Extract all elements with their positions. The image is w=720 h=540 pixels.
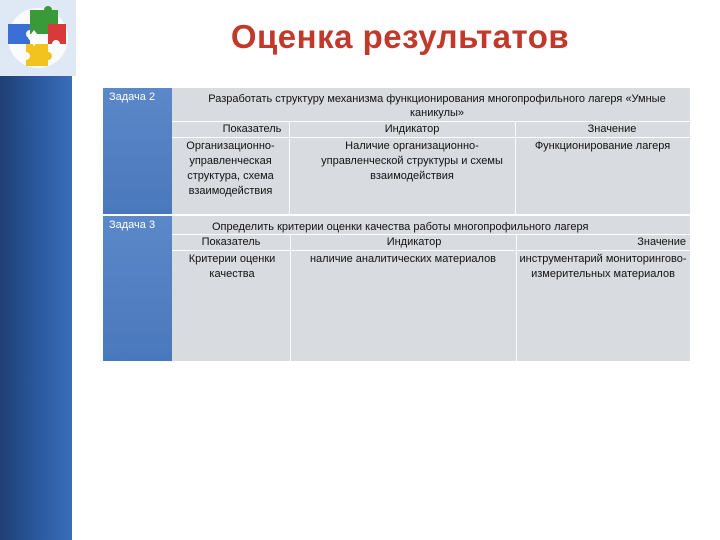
divider — [172, 250, 690, 251]
table-cell: Критерии оценки качества — [188, 253, 276, 280]
column-header: Показатель — [201, 236, 261, 248]
task-heading-3: Определить критерии оценки качества работы многопрофильного лагеря — [212, 221, 589, 233]
column-header: Значение — [637, 236, 686, 248]
table-cell: Наличие организационно-управленческой структуры и схемы взаимодействия — [321, 140, 503, 182]
column-header: Показатель — [222, 123, 282, 135]
page-title: Оценка результатов — [230, 18, 570, 55]
column-header: Индикатор — [386, 236, 442, 248]
table-cell: Функционирование лагеря — [534, 140, 671, 152]
left-sidebar-bar — [0, 0, 72, 540]
table-cell: Организационно-управленческая структура, схема взаимодействия — [186, 140, 275, 197]
task-heading-2: Разработать структуру механизма функционирования многопрофильного лагеря «Умные каникулы» — [208, 93, 666, 119]
task-label-3: Задача 3 — [103, 216, 172, 361]
table-cell: наличие аналитических материалов — [309, 253, 497, 265]
column-header: Индикатор — [384, 123, 440, 135]
task-label-2: Задача 2 — [103, 88, 172, 214]
divider — [172, 137, 690, 138]
task-panel-3 — [172, 216, 690, 361]
column-divider — [515, 121, 516, 214]
table-cell: инструментарий мониторингово-измерительных материалов — [519, 253, 687, 280]
puzzle-logo-icon — [0, 0, 76, 76]
task-panel-2 — [172, 88, 690, 214]
column-header: Значение — [587, 123, 637, 135]
